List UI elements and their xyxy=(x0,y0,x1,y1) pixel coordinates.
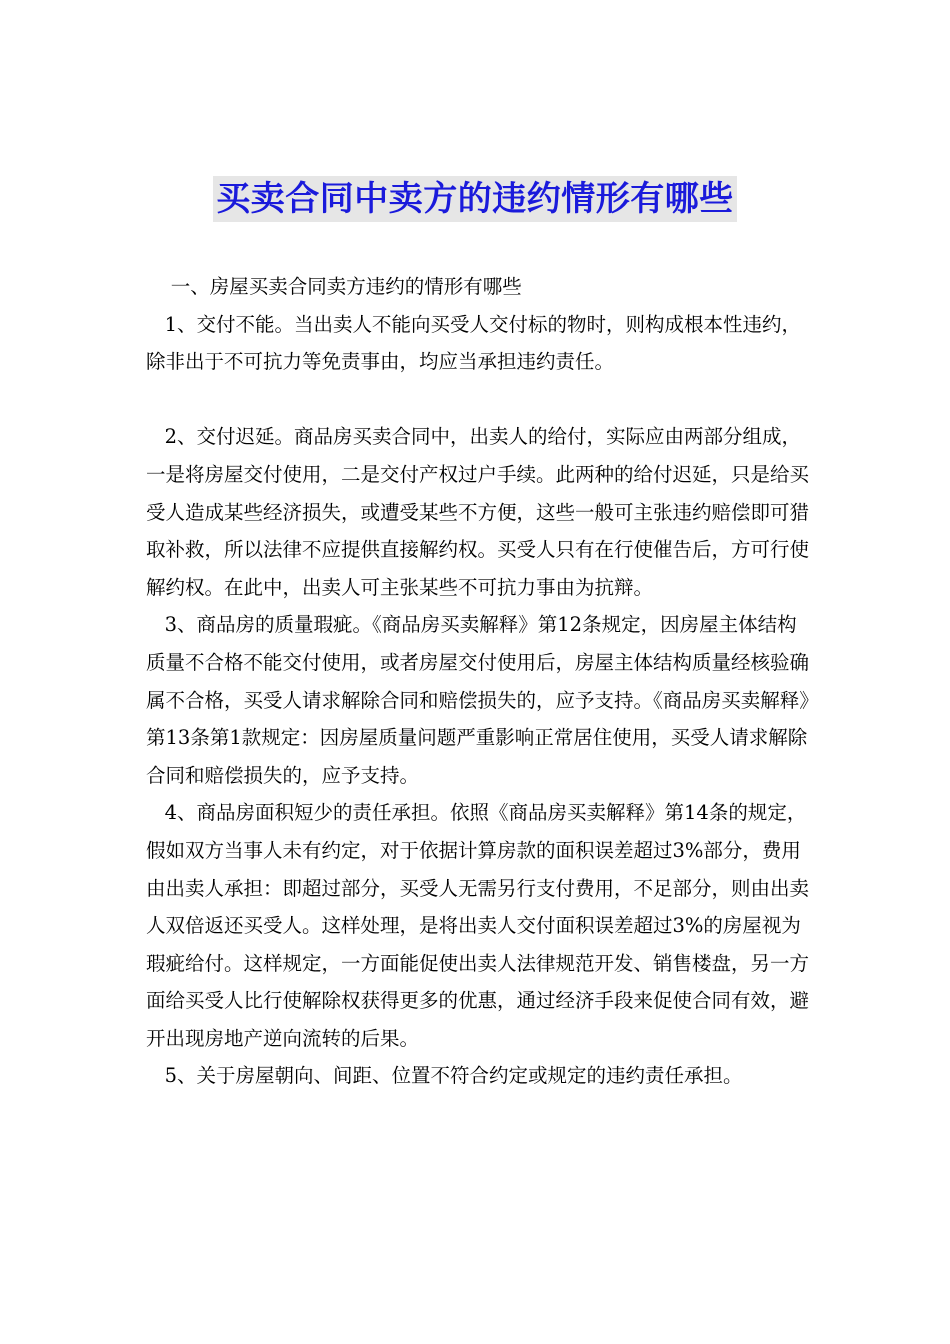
section-heading: 一、房屋买卖合同卖方违约的情形有哪些 xyxy=(146,275,522,298)
paragraph-5: 5、关于房屋朝向、间距、位置不符合约定或规定的违约责任承担。 xyxy=(146,1064,743,1088)
blank-line xyxy=(146,381,810,419)
paragraph-2: 2、交付迟延。商品房买卖合同中，出卖人的给付，实际应由两部分组成，一是将房屋交付使用，二是交付产权过户手续。此两种的给付迟延，只是给买受人造成某些经济损失，或遭受某些不方便，这些一般可主张违约赔偿即可猎取补救，所以法律不应提供直接解约权。买受人只有在行使催告后，方可行使解约权。在此中，出卖人可主张某些不可抗力事由为抗辩。 xyxy=(146,425,810,599)
paragraph-1: 1、交付不能。当出卖人不能向买受人交付标的物时，则构成根本性违约，除非出于不可抗力等免责事由，均应当承担违约责任。 xyxy=(146,312,802,374)
document-body xyxy=(146,268,810,1095)
paragraph-4: 4、商品房面积短少的责任承担。依照《商品房买卖解释》第14条的规定，假如双方当事人未有约定，对于依据计算房款的面积误差超过3%部分，费用由出卖人承担：即超过部分，买受人无需另行支付费用，不足部分，则由出卖人双倍返还买受人。这样处理，是将出卖人交付面积误差超过3%的房屋视为瑕疵给付。这样规定，一方面能促使出卖人法律规范开发、销售楼盘，另一方面给买受人比行使解除权获得更多的优惠，通过经济手段来促使合同有效，避开出现房地产逆向流转的后果。 xyxy=(146,801,810,1050)
title-container xyxy=(0,176,950,222)
document-title: 买卖合同中卖方的违约情形有哪些 xyxy=(213,176,737,222)
paragraph-3: 3、商品房的质量瑕疵。《商品房买卖解释》第12条规定，因房屋主体结构质量不合格不能交付使用，或者房屋交付使用后，房屋主体结构质量经核验确属不合格，买受人请求解除合同和赔偿损失的，应予支持。《商品房买卖解释》第13条第1款规定：因房屋质量问题严重影响正常居住使用，买受人请求解除合同和赔偿损失的，应予支持。 xyxy=(146,613,810,787)
